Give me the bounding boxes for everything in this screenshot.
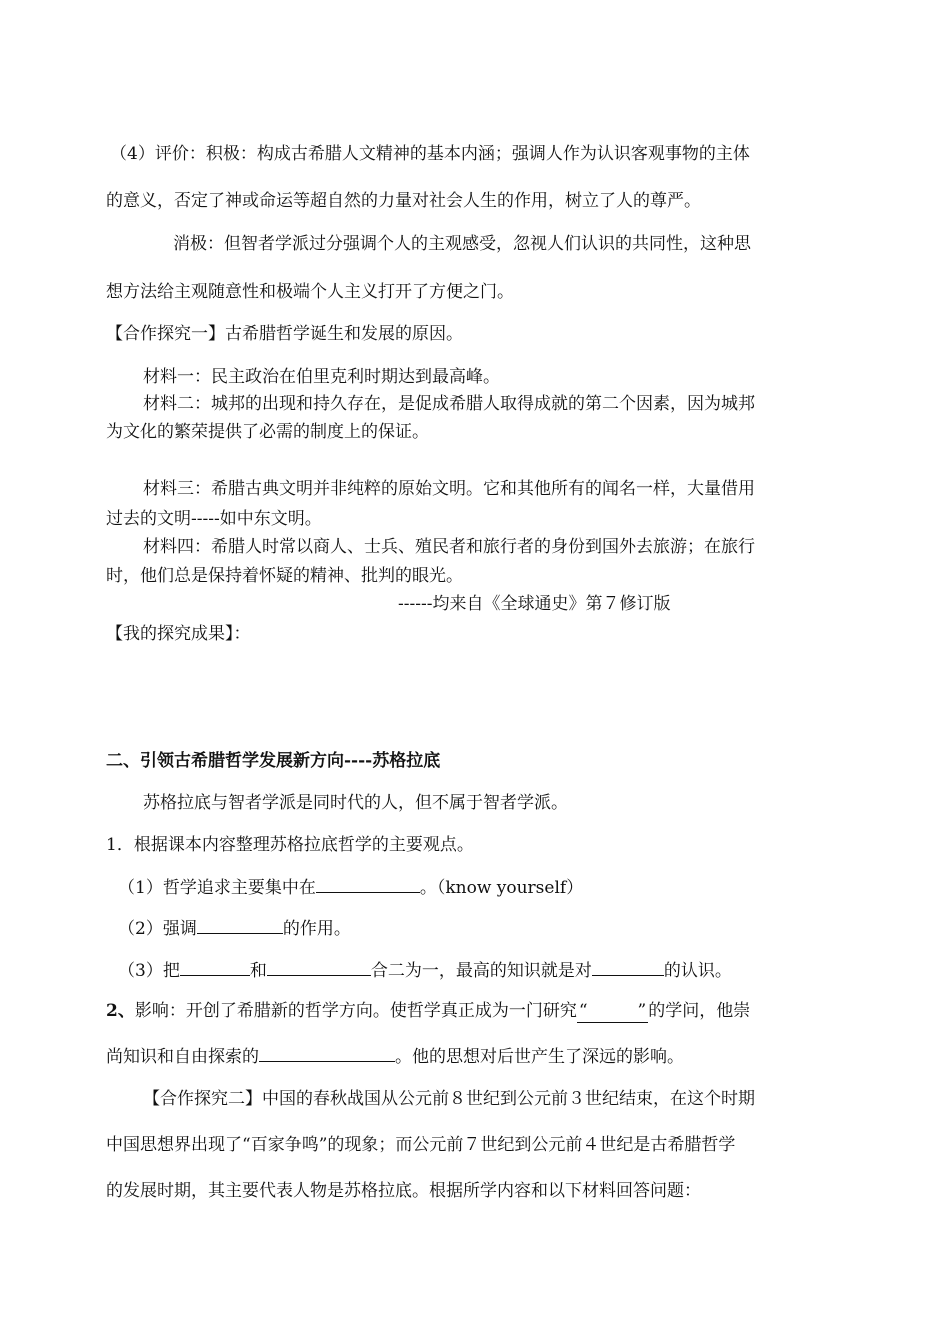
- impact-quote-close: ”: [637, 1001, 647, 1021]
- evaluation-line-2: [106, 190, 701, 212]
- evaluation-negative: 消极：但智者学派过分强调个人的主观感受，忽视人们认识的共同性，这种思: [173, 234, 751, 254]
- inquiry1-result-label: 【我的探究成果】：: [106, 624, 251, 644]
- impact-quote-open: “: [578, 1001, 588, 1021]
- point-1-suffix: 。（know yourself）: [419, 878, 584, 898]
- inquiry2-line-3: 的发展时期，其主要代表人物是苏格拉底。根据所学内容和以下材料回答问题：: [106, 1181, 701, 1201]
- material-2-line-2: 为文化的繁荣提供了必需的制度上的保证。: [106, 422, 429, 442]
- evaluation-line-4: 想方法给主观随意性和极端个人主义打开了方便之门。: [106, 282, 514, 302]
- question-1: 1．根据课本内容整理苏格拉底哲学的主要观点。: [106, 835, 474, 855]
- impact-label: 2、: [106, 1001, 135, 1021]
- section2-intro: 苏格拉底与智者学派是同时代的人，但不属于智者学派。: [143, 793, 568, 813]
- material-4-line-2: 时，他们总是保持着怀疑的精神、批判的眼光。: [106, 566, 463, 586]
- inquiry1-heading: 【合作探究一】古希腊哲学诞生和发展的原因。: [106, 324, 463, 344]
- answer-blank-3[interactable]: [180, 959, 250, 976]
- material-source: ------均来自《全球通史》第７修订版: [398, 594, 671, 614]
- impact-line-1: [106, 1000, 750, 1023]
- point-3-prefix: （3）把: [118, 961, 180, 981]
- inquiry2-line-2: 中国思想界出现了“百家争鸣”的现象；而公元前７世纪到公元前４世纪是古希腊哲学: [106, 1135, 736, 1155]
- answer-blank-1[interactable]: [316, 876, 420, 893]
- material-2-line-1: 材料二：城邦的出现和持久存在，是促成希腊人取得成就的第二个因素，因为城邦: [143, 394, 755, 414]
- point-3-and: 和: [249, 961, 267, 981]
- impact-line-2: [106, 1045, 684, 1068]
- evaluation-line-1: （4）评价：积极：构成古希腊人文精神的基本内涵；强调人作为认识客观事物的主体: [110, 144, 750, 164]
- point-1-prefix: （1）哲学追求主要集中在: [118, 878, 316, 898]
- answer-blank-7[interactable]: [259, 1045, 395, 1062]
- impact-text-a: 影响：开创了希腊新的哲学方向。使哲学真正成为一门研究: [134, 1001, 577, 1021]
- section2-title: 二、引领古希腊哲学发展新方向----苏格拉底: [106, 751, 441, 771]
- inquiry2-line-1: 【合作探究二】中国的春秋战国从公元前８世纪到公元前３世纪结束，在这个时期: [143, 1089, 755, 1109]
- point-2-prefix: （2）强调: [118, 919, 197, 939]
- point-3-mid: 合二为一，最高的知识就是对: [370, 961, 592, 981]
- point-3: [118, 959, 732, 982]
- material-4-line-1: 材料四：希腊人时常以商人、士兵、殖民者和旅行者的身份到国外去旅游；在旅行: [143, 537, 755, 557]
- impact-text-b: 的学问，他崇: [648, 1001, 751, 1021]
- answer-blank-2[interactable]: [197, 917, 283, 934]
- point-2-suffix: 的作用。: [282, 919, 351, 939]
- material-3-line-1: 材料三：希腊古典文明并非纯粹的原始文明。它和其他所有的闻名一样，大量借用: [143, 479, 755, 499]
- evaluation-line-2-text: 的意义，否定了神或命运等超自然的力量对社会人生的作用，树立了人的尊严。: [106, 191, 701, 211]
- material-3-line-2: 过去的文明-----如中东文明。: [106, 509, 322, 529]
- impact-text-d: 。他的思想对后世产生了深远的影响。: [395, 1047, 684, 1067]
- point-1: [118, 876, 583, 899]
- point-3-suffix: 的认识。: [663, 961, 732, 981]
- answer-blank-6[interactable]: [577, 1000, 648, 1023]
- answer-blank-5[interactable]: [592, 959, 664, 976]
- impact-text-c: 尚知识和自由探索的: [106, 1047, 259, 1067]
- material-1: 材料一：民主政治在伯里克利时期达到最高峰。: [143, 367, 500, 387]
- answer-blank-4[interactable]: [267, 959, 371, 976]
- point-2: [118, 917, 351, 940]
